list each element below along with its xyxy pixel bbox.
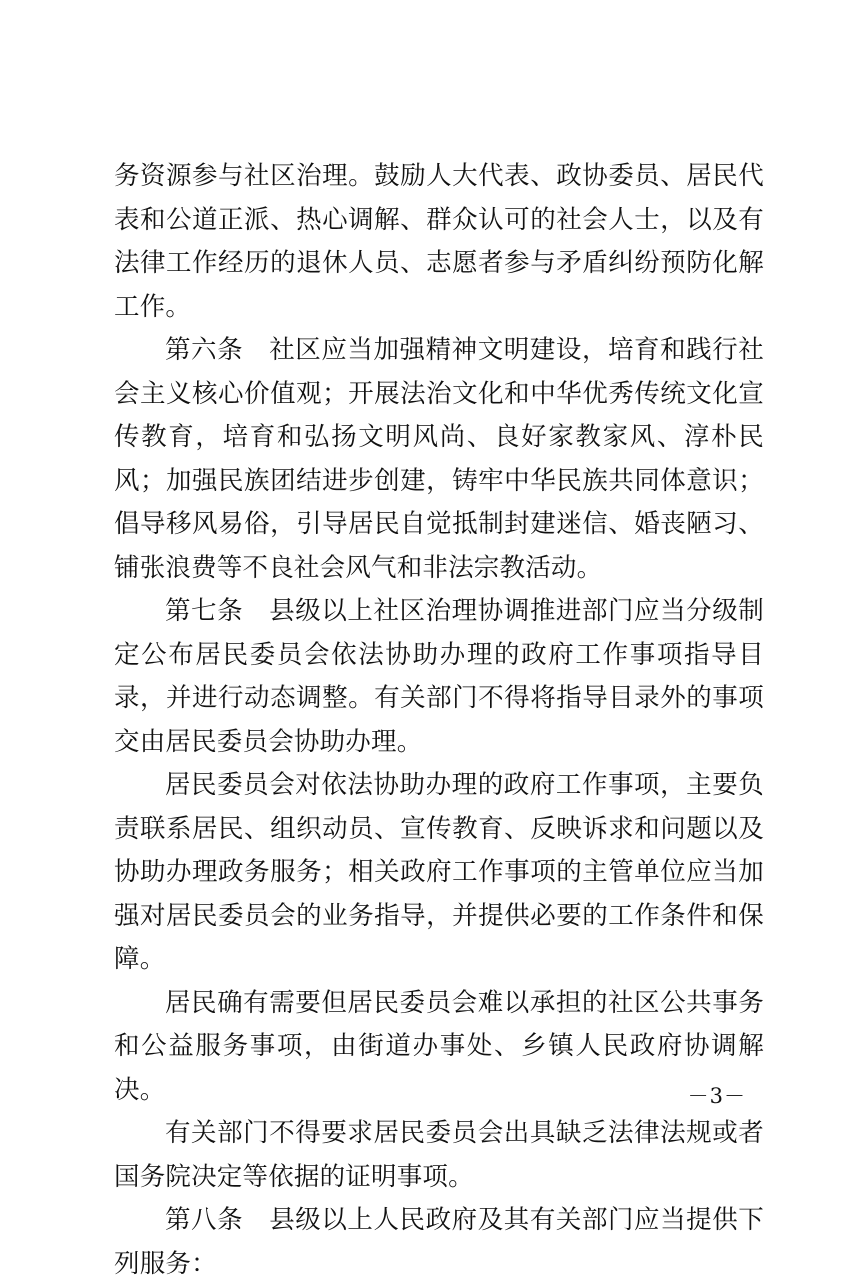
paragraph-continuation: 务资源参与社区治理。鼓励人大代表、政协委员、居民代表和公道正派、热心调解、群众认可的社会人士，以及有法律工作经历的退休人员、志愿者参与矛盾纠纷预防化解工作。 — [114, 161, 764, 322]
paragraph-article-6: 第六条 社区应当加强精神文明建设，培育和践行社会主义核心价值观；开展法治文化和中华优秀传统文化宣传教育，培育和弘扬文明风尚、良好家教家风、淳朴民风；加强民族团结进步创建，铸牢中华民族共同体意识；倡导移风易俗，引导居民自觉抵制封建迷信、婚丧陋习、铺张浪费等不良社会风气和非法宗教活动。 — [114, 335, 764, 583]
paragraph-article-7: 第七条 县级以上社区治理协调推进部门应当分级制定公布居民委员会依法协助办理的政府工作事项指导目录，并进行动态调整。有关部门不得将指导目录外的事项交由居民委员会协助办理。 — [114, 596, 764, 757]
page-number: －3－ — [687, 1084, 746, 1108]
paragraph-article-7-clause-2: 居民委员会对依法协助办理的政府工作事项，主要负责联系居民、组织动员、宣传教育、反映诉求和问题以及协助办理政务服务；相关政府工作事项的主管单位应当加强对居民委员会的业务指导，并提供必要的工作条件和保障。 — [114, 770, 764, 974]
paragraph-article-7-clause-3: 居民确有需要但居民委员会难以承担的社区公共事务和公益服务事项，由街道办事处、乡镇人民政府协调解决。 — [114, 987, 764, 1105]
body-text — [114, 155, 764, 1286]
paragraph-article-7-clause-4: 有关部门不得要求居民委员会出具缺乏法律法规或者国务院决定等依据的证明事项。 — [114, 1118, 764, 1192]
paragraph-article-8: 第八条 县级以上人民政府及其有关部门应当提供下列服务： — [114, 1205, 764, 1279]
